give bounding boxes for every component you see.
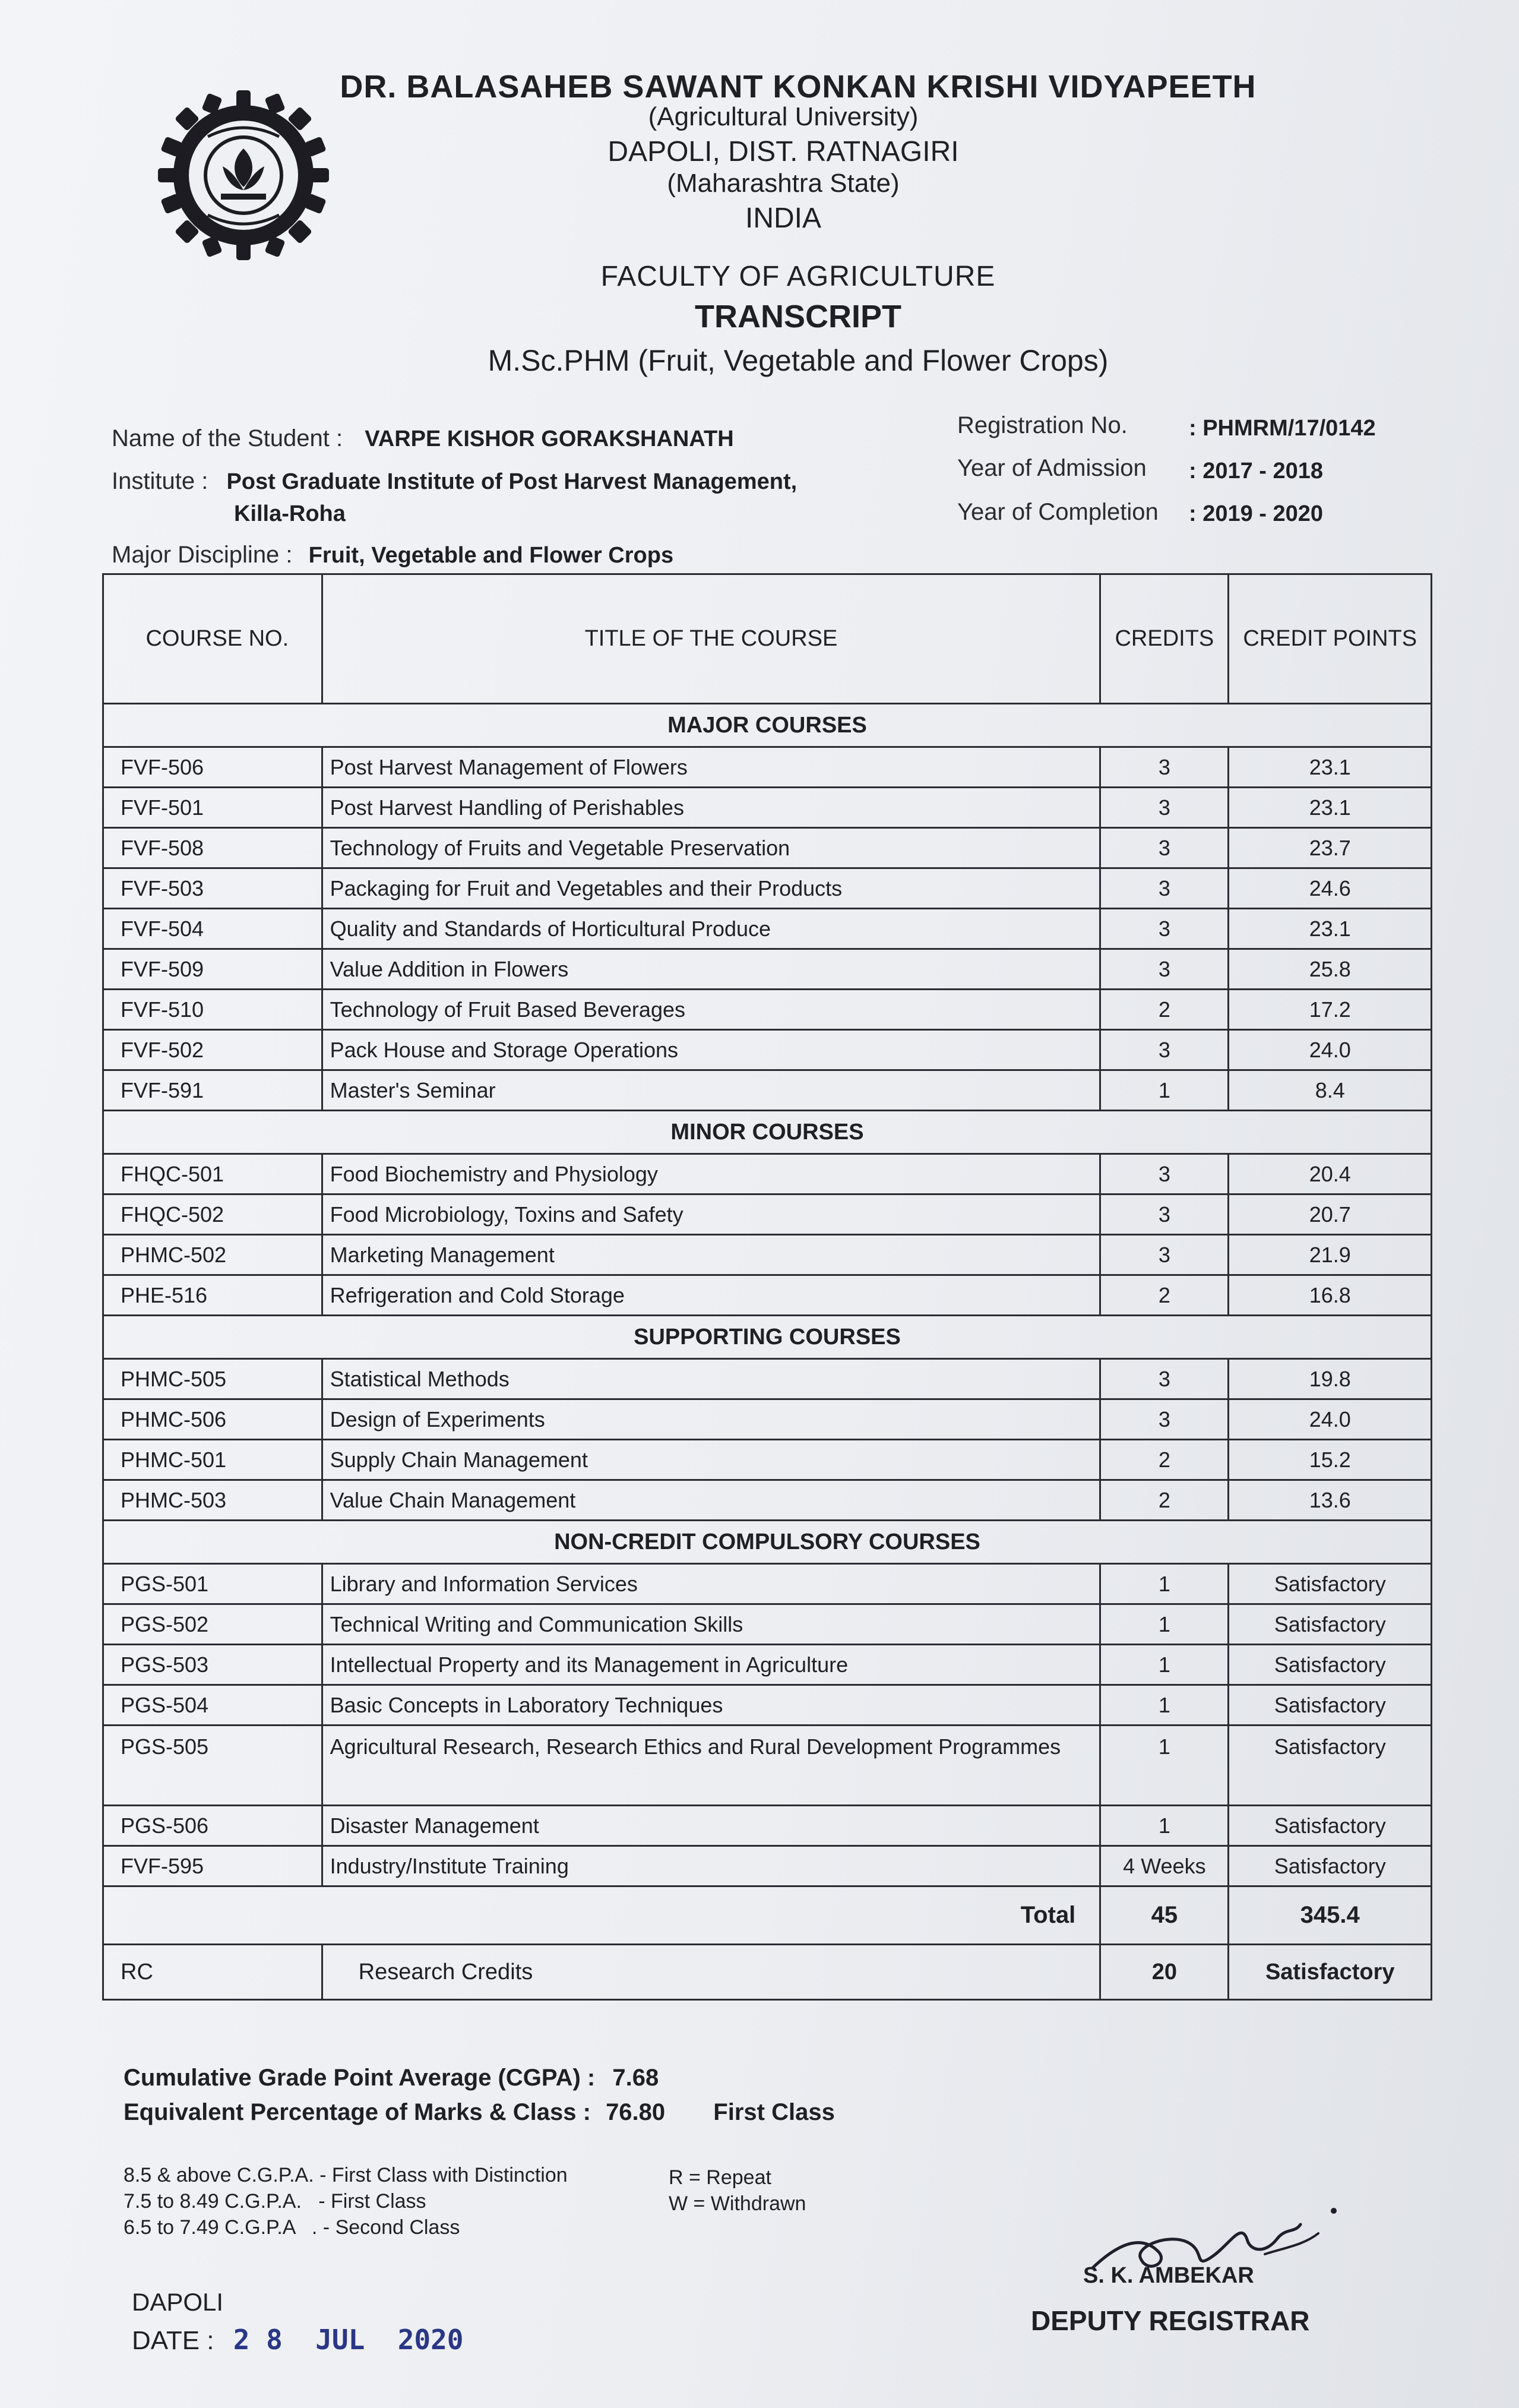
credits-cell: 3 (1100, 949, 1229, 990)
completion-year: : 2019 - 2020 (1189, 501, 1324, 526)
table-row (103, 990, 1432, 1030)
credit-points-cell: 19.8 (1229, 1359, 1432, 1399)
credits-cell: 3 (1100, 868, 1229, 909)
credit-points-cell: 23.1 (1229, 747, 1432, 788)
credits-cell: 3 (1100, 1399, 1229, 1440)
table-row (103, 788, 1432, 828)
table-row (103, 1030, 1432, 1070)
course-title-cell: Post Harvest Handling of Perishables (322, 788, 1100, 828)
course-title-cell: Refrigeration and Cold Storage (322, 1275, 1100, 1316)
course-title-cell: Statistical Methods (322, 1359, 1100, 1399)
credit-points-cell: 20.7 (1229, 1194, 1432, 1235)
course-number-cell: PGS-505 (103, 1726, 322, 1806)
course-number-cell: PHMC-502 (103, 1235, 322, 1275)
credit-points-cell: 13.6 (1229, 1480, 1432, 1521)
table-row (103, 828, 1432, 868)
signatory-designation: DEPUTY REGISTRAR (1031, 2305, 1310, 2336)
table-row (103, 1685, 1432, 1726)
completion-label: Year of Completion (957, 499, 1159, 525)
credit-points-cell: 21.9 (1229, 1235, 1432, 1275)
table-row (103, 1359, 1432, 1399)
section-title: NON-CREDIT COMPULSORY COURSES (103, 1521, 1432, 1564)
course-title-cell: Quality and Standards of Horticultural Produce (322, 909, 1100, 949)
table-row (103, 949, 1432, 990)
table-row (103, 1806, 1432, 1846)
legend-withdrawn: W = Withdrawn (669, 2192, 806, 2215)
document-title: TRANSCRIPT (695, 299, 901, 334)
admission-label: Year of Admission (957, 455, 1147, 481)
date-label: DATE : (132, 2326, 214, 2355)
section-title: MINOR COURSES (103, 1111, 1432, 1154)
credits-cell: 3 (1100, 828, 1229, 868)
course-title-cell: Design of Experiments (322, 1399, 1100, 1440)
course-title-cell: Packaging for Fruit and Vegetables and their Products (322, 868, 1100, 909)
course-number-cell: PHMC-501 (103, 1440, 322, 1480)
major-label: Major Discipline : (112, 542, 293, 568)
student-name-label: Name of the Student : (112, 425, 343, 451)
registration-label: Registration No. (957, 412, 1128, 438)
footer-date-row (132, 2324, 464, 2356)
course-title-cell: Marketing Management (322, 1235, 1100, 1275)
credit-points-cell: 20.4 (1229, 1154, 1432, 1194)
table-row (103, 868, 1432, 909)
header-title: TITLE OF THE COURSE (322, 574, 1100, 704)
course-number-cell: FVF-501 (103, 788, 322, 828)
course-title-cell: Food Microbiology, Toxins and Safety (322, 1194, 1100, 1235)
header-course-no: COURSE NO. (103, 574, 322, 704)
course-title-cell: Disaster Management (322, 1806, 1100, 1846)
table-row (103, 1480, 1432, 1521)
course-number-cell: FVF-509 (103, 949, 322, 990)
table-row (103, 1726, 1432, 1806)
course-number-cell: FVF-504 (103, 909, 322, 949)
course-number-cell: PGS-502 (103, 1604, 322, 1645)
courses-table (102, 573, 1432, 2001)
table-row (103, 747, 1432, 788)
institute-row (112, 468, 797, 495)
signatory-name: S. K. AMBEKAR (1083, 2263, 1254, 2288)
credit-points-cell: 17.2 (1229, 990, 1432, 1030)
research-credits-cell: 20 (1100, 1945, 1229, 2000)
student-name-row (112, 425, 734, 452)
course-title-cell: Industry/Institute Training (322, 1846, 1100, 1886)
credit-points-cell: 23.1 (1229, 788, 1432, 828)
header-credit-points: CREDIT POINTS (1229, 574, 1432, 704)
course-number-cell: PHMC-506 (103, 1399, 322, 1440)
credit-points-cell: 16.8 (1229, 1275, 1432, 1316)
credit-points-cell: Satisfactory (1229, 1564, 1432, 1604)
credits-cell: 1 (1100, 1645, 1229, 1685)
date-stamp: 2 8 JUL 2020 (233, 2324, 464, 2356)
course-number-cell: PHMC-503 (103, 1480, 322, 1521)
courses-table-body (103, 704, 1432, 2000)
student-name: VARPE KISHOR GORAKSHANATH (365, 426, 734, 451)
course-number-cell: PHE-516 (103, 1275, 322, 1316)
legend-line: 7.5 to 8.49 C.G.P.A. - First Class (124, 2190, 426, 2213)
table-row (103, 1399, 1432, 1440)
credit-points-cell: 24.0 (1229, 1030, 1432, 1070)
major-row (112, 542, 673, 568)
research-code-cell: RC (103, 1945, 322, 2000)
cgpa-label: Cumulative Grade Point Average (CGPA) : (124, 2065, 596, 2091)
course-title-cell: Intellectual Property and its Management in Agriculture (322, 1645, 1100, 1685)
course-title-cell: Master's Seminar (322, 1070, 1100, 1111)
section-title: SUPPORTING COURSES (103, 1316, 1432, 1359)
table-row (103, 1154, 1432, 1194)
credits-cell: 3 (1100, 1359, 1229, 1399)
course-number-cell: FVF-503 (103, 868, 322, 909)
course-title-cell: Basic Concepts in Laboratory Techniques (322, 1685, 1100, 1726)
course-title-cell: Value Chain Management (322, 1480, 1100, 1521)
legend-line: 8.5 & above C.G.P.A. - First Class with Distinction (124, 2164, 568, 2186)
registration-row (957, 412, 1128, 439)
course-title-cell: Post Harvest Management of Flowers (322, 747, 1100, 788)
credit-points-cell: 24.0 (1229, 1399, 1432, 1440)
total-row (103, 1886, 1432, 1945)
credits-cell: 3 (1100, 788, 1229, 828)
course-number-cell: PGS-504 (103, 1685, 322, 1726)
table-row (103, 1645, 1432, 1685)
registration-number: : PHMRM/17/0142 (1189, 416, 1376, 441)
credit-points-cell: 8.4 (1229, 1070, 1432, 1111)
total-credits: 45 (1100, 1886, 1229, 1945)
course-title-cell: Technology of Fruit Based Beverages (322, 990, 1100, 1030)
equivalent-label: Equivalent Percentage of Marks & Class : (124, 2099, 591, 2125)
table-row (103, 1564, 1432, 1604)
course-number-cell: FVF-508 (103, 828, 322, 868)
institute-label: Institute : (112, 468, 208, 494)
table-row (103, 909, 1432, 949)
section-header-row (103, 1521, 1432, 1564)
table-row (103, 1235, 1432, 1275)
course-title-cell: Technology of Fruits and Vegetable Preservation (322, 828, 1100, 868)
credits-cell: 3 (1100, 1235, 1229, 1275)
course-title-cell: Value Addition in Flowers (322, 949, 1100, 990)
credits-cell: 3 (1100, 1194, 1229, 1235)
course-number-cell: PGS-506 (103, 1806, 322, 1846)
university-subtitle: (Agricultural University) (648, 102, 919, 131)
class-value: First Class (713, 2099, 835, 2125)
equivalent-row (124, 2099, 835, 2126)
footer-place: DAPOLI (132, 2288, 224, 2316)
course-number-cell: FVF-506 (103, 747, 322, 788)
credit-points-cell: Satisfactory (1229, 1806, 1432, 1846)
course-number-cell: FHQC-502 (103, 1194, 322, 1235)
cgpa-row (124, 2065, 659, 2091)
table-row (103, 1275, 1432, 1316)
credit-points-cell: 15.2 (1229, 1440, 1432, 1480)
credits-cell: 2 (1100, 1480, 1229, 1521)
course-title-cell: Library and Information Services (322, 1564, 1100, 1604)
credits-cell: 2 (1100, 990, 1229, 1030)
credit-points-cell: 24.6 (1229, 868, 1432, 909)
completion-row (957, 499, 1159, 526)
course-number-cell: PHMC-505 (103, 1359, 322, 1399)
credits-cell: 3 (1100, 1154, 1229, 1194)
table-row (103, 1846, 1432, 1886)
university-name: DR. BALASAHEB SAWANT KONKAN KRISHI VIDYAPEETH (340, 69, 1257, 105)
credit-points-cell: 23.1 (1229, 909, 1432, 949)
credits-cell: 2 (1100, 1275, 1229, 1316)
course-title-cell: Technical Writing and Communication Skills (322, 1604, 1100, 1645)
equivalent-value: 76.80 (606, 2099, 666, 2125)
table-row (103, 1440, 1432, 1480)
status-legend (669, 2164, 806, 2217)
credits-cell: 3 (1100, 1030, 1229, 1070)
course-title-cell: Pack House and Storage Operations (322, 1030, 1100, 1070)
total-label: Total (103, 1886, 1100, 1945)
table-row (103, 1070, 1432, 1111)
faculty-name: FACULTY OF AGRICULTURE (600, 261, 996, 292)
course-number-cell: FVF-502 (103, 1030, 322, 1070)
university-state: (Maharashtra State) (667, 169, 900, 198)
section-header-row (103, 1111, 1432, 1154)
legend-line: 6.5 to 7.49 C.G.P.A . - Second Class (124, 2216, 460, 2239)
table-row (103, 1604, 1432, 1645)
research-title-cell: Research Credits (322, 1945, 1100, 2000)
course-number-cell: PGS-501 (103, 1564, 322, 1604)
major-discipline: Fruit, Vegetable and Flower Crops (308, 543, 674, 568)
course-title-cell: Agricultural Research, Research Ethics and Rural Development Programmes (322, 1726, 1100, 1806)
section-header-row (103, 704, 1432, 747)
credits-cell: 4 Weeks (1100, 1846, 1229, 1886)
credit-points-cell: Satisfactory (1229, 1604, 1432, 1645)
admission-year: : 2017 - 2018 (1189, 459, 1324, 484)
credit-points-cell: 23.7 (1229, 828, 1432, 868)
course-number-cell: FVF-591 (103, 1070, 322, 1111)
table-row (103, 1194, 1432, 1235)
credits-cell: 3 (1100, 909, 1229, 949)
course-number-cell: FVF-595 (103, 1846, 322, 1886)
credits-cell: 1 (1100, 1685, 1229, 1726)
institute-name: Post Graduate Institute of Post Harvest Management, (226, 469, 798, 494)
research-status-cell: Satisfactory (1229, 1945, 1432, 2000)
table-header-row (103, 574, 1432, 704)
admission-row (957, 455, 1147, 482)
credit-points-cell: Satisfactory (1229, 1685, 1432, 1726)
credit-points-cell: Satisfactory (1229, 1846, 1432, 1886)
section-header-row (103, 1316, 1432, 1359)
credit-points-cell: Satisfactory (1229, 1645, 1432, 1685)
course-number-cell: FHQC-501 (103, 1154, 322, 1194)
credits-cell: 3 (1100, 747, 1229, 788)
legend-repeat: R = Repeat (669, 2166, 771, 2189)
total-credit-points: 345.4 (1229, 1886, 1432, 1945)
research-credits-row (103, 1945, 1432, 2000)
course-number-cell: PGS-503 (103, 1645, 322, 1685)
course-title-cell: Supply Chain Management (322, 1440, 1100, 1480)
credit-points-cell: 25.8 (1229, 949, 1432, 990)
program-name: M.Sc.PHM (Fruit, Vegetable and Flower Crops) (488, 344, 1109, 377)
course-number-cell: FVF-510 (103, 990, 322, 1030)
university-country: INDIA (745, 203, 821, 234)
credits-cell: 1 (1100, 1806, 1229, 1846)
credit-points-cell: Satisfactory (1229, 1726, 1432, 1806)
credits-cell: 1 (1100, 1726, 1229, 1806)
university-place: DAPOLI, DIST. RATNAGIRI (607, 136, 959, 168)
credits-cell: 1 (1100, 1604, 1229, 1645)
credits-cell: 2 (1100, 1440, 1229, 1480)
credits-cell: 1 (1100, 1070, 1229, 1111)
cgpa-value: 7.68 (612, 2065, 659, 2091)
course-title-cell: Food Biochemistry and Physiology (322, 1154, 1100, 1194)
section-title: MAJOR COURSES (103, 704, 1432, 747)
grading-legend (124, 2162, 568, 2240)
institute-location: Killa-Roha (234, 501, 346, 526)
credits-cell: 1 (1100, 1564, 1229, 1604)
header-credits: CREDITS (1100, 574, 1229, 704)
